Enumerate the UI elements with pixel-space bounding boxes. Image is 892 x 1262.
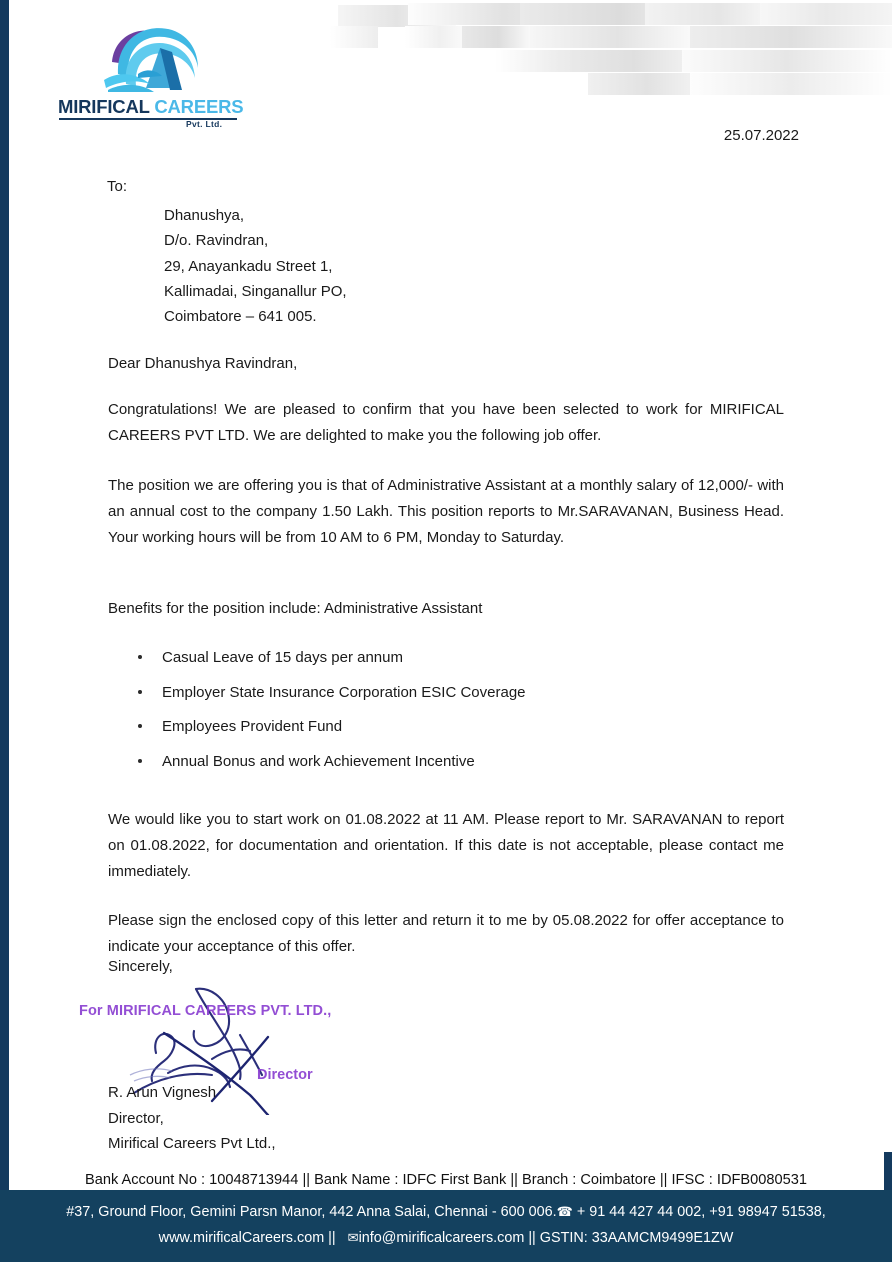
address-line: Kallimadai, Singanallur PO, bbox=[164, 282, 347, 300]
company-stamp-line-1: For MIRIFICAL CAREERS PVT. LTD., bbox=[79, 1003, 332, 1019]
list-item-label: Casual Leave of 15 days per annum bbox=[162, 649, 403, 666]
footer-email[interactable]: info@mirificalcareers.com || GSTIN: 33AAMCM9499E1ZW bbox=[358, 1230, 734, 1246]
letter-date: 25.07.2022 bbox=[723, 127, 799, 144]
phone-icon: ☎ bbox=[556, 1204, 573, 1219]
to-label: To: bbox=[107, 178, 128, 195]
page-left-accent-strip bbox=[0, 0, 9, 1262]
decorative-gradient-bands bbox=[330, 0, 892, 100]
envelope-icon: ✉ bbox=[347, 1230, 359, 1245]
logo-subtitle: Pvt. Ltd. bbox=[186, 119, 223, 129]
body-paragraph-4: Please sign the enclosed copy of this letter and return it to me by 05.08.2022 for offer acceptance to indicate your acceptance of this offer. bbox=[108, 912, 784, 955]
company-logo bbox=[58, 18, 258, 130]
address-line: Dhanushya, bbox=[164, 207, 245, 224]
bullet-icon bbox=[138, 759, 142, 763]
body-paragraph-3: We would like you to start work on 01.08.2022 at 11 AM. Please report to Mr. SARAVANAN to report on 01.08.2022, for documentation and orientation. If this date is not acceptable, please contact me immediately. bbox=[108, 811, 784, 880]
address-line: Coimbatore – 641 005. bbox=[164, 308, 317, 326]
signatory-block bbox=[108, 1080, 276, 1157]
bullet-icon bbox=[138, 724, 142, 728]
bullet-icon bbox=[138, 655, 142, 659]
salutation: Dear Dhanushya Ravindran, bbox=[108, 355, 298, 372]
signatory-title: Director, bbox=[108, 1109, 164, 1127]
list-item bbox=[138, 717, 778, 752]
company-stamp-line-2: Director bbox=[257, 1067, 313, 1083]
list-item-label: Employees Provident Fund bbox=[162, 718, 343, 735]
footer-bar bbox=[0, 1190, 892, 1262]
footer-contact-row bbox=[0, 1225, 892, 1251]
body-paragraph-1: Congratulations! We are pleased to confirm that you have been selected to work for MIRIFICAL CAREERS PVT LTD. We are delighted to make you the following job offer. bbox=[108, 401, 784, 444]
list-item bbox=[138, 752, 778, 787]
logo-word-secondary: CAREERS bbox=[154, 96, 244, 117]
address-line: 29, Anayankadu Street 1, bbox=[164, 257, 333, 275]
wave-logo-icon bbox=[98, 18, 206, 96]
list-item-label: Annual Bonus and work Achievement Incentive bbox=[162, 752, 475, 770]
closing-salutation: Sincerely, bbox=[108, 958, 173, 975]
logo-word-primary: MIRIFICAL bbox=[58, 96, 150, 117]
bank-details-line: Bank Account No : 10048713944 || Bank Name : IDFC First Bank || Branch : Coimbatore || IFSC : IDFB0080531 bbox=[85, 1172, 807, 1188]
footer-phones: + 91 44 427 44 002, +91 98947 51538, bbox=[576, 1204, 826, 1220]
footer-address-row bbox=[0, 1199, 892, 1225]
address-line: D/o. Ravindran, bbox=[164, 232, 269, 250]
list-item bbox=[138, 683, 778, 718]
logo-wordmark bbox=[58, 96, 258, 118]
signatory-name: R. Arun Vignesh bbox=[108, 1084, 217, 1101]
list-item-label: Employer State Insurance Corporation ESIC Coverage bbox=[162, 683, 526, 701]
benefits-heading: Benefits for the position include: Administrative Assistant bbox=[108, 600, 483, 617]
footer-website[interactable]: www.mirificalCareers.com || bbox=[158, 1230, 336, 1246]
footer-address: #37, Ground Floor, Gemini Parsn Manor, 442 Anna Salai, Chennai - 600 006. bbox=[66, 1204, 557, 1220]
recipient-address bbox=[164, 203, 347, 329]
body-paragraph-2: The position we are offering you is that of Administrative Assistant at a monthly salary of 12,000/- with an annual cost to the company 1.50 Lakh. This position reports to Mr.SARAVANAN, Business Head. Your working hours will be from 10 AM to 6 PM, Monday to Saturday. bbox=[108, 477, 784, 546]
benefits-list bbox=[138, 648, 778, 786]
bullet-icon bbox=[138, 690, 142, 694]
signatory-company: Mirifical Careers Pvt Ltd., bbox=[108, 1135, 276, 1152]
list-item bbox=[138, 648, 778, 683]
